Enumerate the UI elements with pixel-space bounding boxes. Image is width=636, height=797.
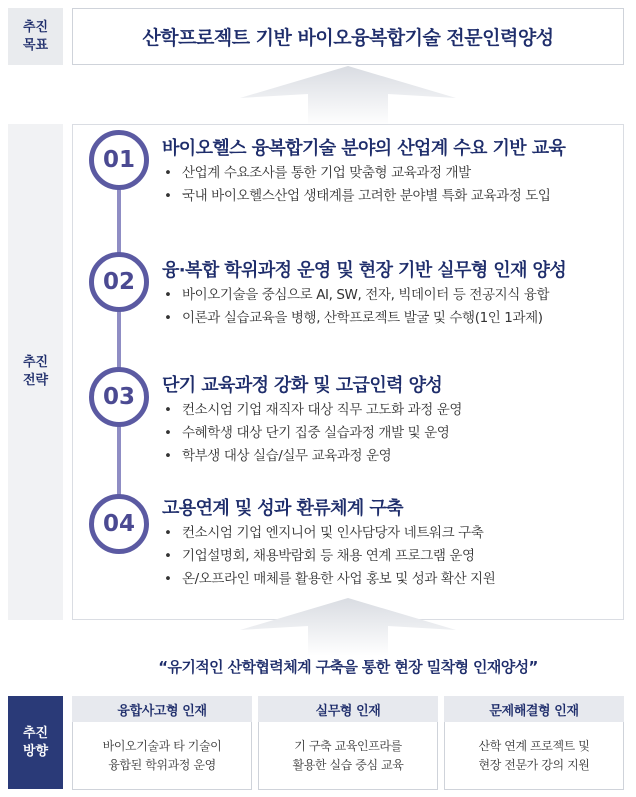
bullet-item: • 국내 바이오헬스산업 생태계를 고려한 분야별 특화 교육과정 도입: [164, 185, 551, 208]
direction-card-line: 활용한 실습 중심 교육: [292, 757, 404, 772]
direction-card-body: [444, 722, 624, 790]
step-number: 02: [102, 269, 135, 295]
slogan: “유기적인 산학협력체계 구축을 통한 현장 밀착형 인재양성”: [158, 658, 538, 676]
up-arrow-icon: [238, 596, 458, 656]
strategy-bullets: [164, 284, 549, 330]
strategy-label: [8, 124, 63, 620]
direction-card-line: 현장 전문가 강의 지원: [478, 757, 590, 772]
timeline-line: [117, 160, 121, 540]
bullet-item: • 기업설명회, 채용박람회 등 채용 연계 프로그램 운영: [164, 545, 495, 568]
direction-label-line2: 방향: [22, 743, 49, 759]
direction-card-line: 바이오기술과 타 기술이: [102, 738, 222, 753]
step-number-circle: [89, 130, 149, 190]
bullet-item: • 산업계 수요조사를 통한 기업 맞춤형 교육과정 개발: [164, 162, 551, 185]
bullet-item: • 컨소시엄 기업 엔지니어 및 인사담당자 네트워크 구축: [164, 522, 495, 545]
goal-label: [8, 8, 63, 65]
direction-card: [258, 696, 438, 789]
strategy-label-line1: 추진: [22, 355, 49, 370]
direction-label-line1: 추진: [22, 725, 49, 741]
step-number: 04: [102, 511, 135, 537]
goal-box: [72, 8, 624, 65]
strategy-bullets: [164, 399, 462, 468]
direction-card-body: [258, 722, 438, 790]
step-number-circle: [89, 367, 149, 427]
direction-card-line: 융합된 학위과정 운영: [108, 757, 216, 772]
direction-card-title: 실무형 인재: [258, 696, 438, 722]
bullet-item: • 바이오기술을 중심으로 AI, SW, 전자, 빅데이터 등 전공지식 융합: [164, 284, 549, 307]
direction-card: [72, 696, 252, 789]
bullet-item: • 수혜학생 대상 단기 집중 실습과정 개발 및 운영: [164, 422, 462, 445]
direction-card: [444, 696, 624, 789]
goal-label-line1: 추진: [22, 19, 49, 35]
strategy-label-line2: 전략: [22, 373, 49, 388]
step-number: 01: [102, 147, 135, 173]
goal-label-line2: 목표: [22, 37, 49, 53]
step-number-circle: [89, 494, 149, 554]
bullet-item: • 이론과 실습교육을 병행, 산학프로젝트 발굴 및 수행(1인 1과제): [164, 307, 549, 330]
strategy-title: 바이오헬스 융복합기술 분야의 산업계 수요 기반 교육: [162, 138, 566, 159]
direction-card-body: [72, 722, 252, 790]
direction-card-line: 산학 연계 프로젝트 및: [478, 738, 590, 753]
strategy-title: 단기 교육과정 강화 및 고급인력 양성: [162, 375, 443, 396]
direction-card-title: 문제해결형 인재: [444, 696, 624, 722]
up-arrow-icon: [238, 64, 458, 126]
strategy-bullets: [164, 162, 551, 208]
direction-card-title: 융합사고형 인재: [72, 696, 252, 722]
direction-label: [8, 696, 63, 789]
strategy-title: 고용연계 및 성과 환류체계 구축: [162, 498, 403, 519]
step-number-circle: [89, 252, 149, 312]
step-number: 03: [102, 384, 135, 410]
direction-card-line: 기 구축 교육인프라를: [294, 738, 402, 753]
strategy-bullets: [164, 522, 495, 591]
bullet-item: • 학부생 대상 실습/실무 교육과정 운영: [164, 445, 462, 468]
bullet-item: • 컨소시엄 기업 재직자 대상 직무 고도화 과정 운영: [164, 399, 462, 422]
bullet-item: • 온/오프라인 매체를 활용한 사업 홍보 및 성과 확산 지원: [164, 568, 495, 591]
strategy-title: 융·복합 학위과정 운영 및 현장 기반 실무형 인재 양성: [162, 260, 567, 281]
goal-text: 산학프로젝트 기반 바이오융복합기술 전문인력양성: [142, 27, 554, 49]
